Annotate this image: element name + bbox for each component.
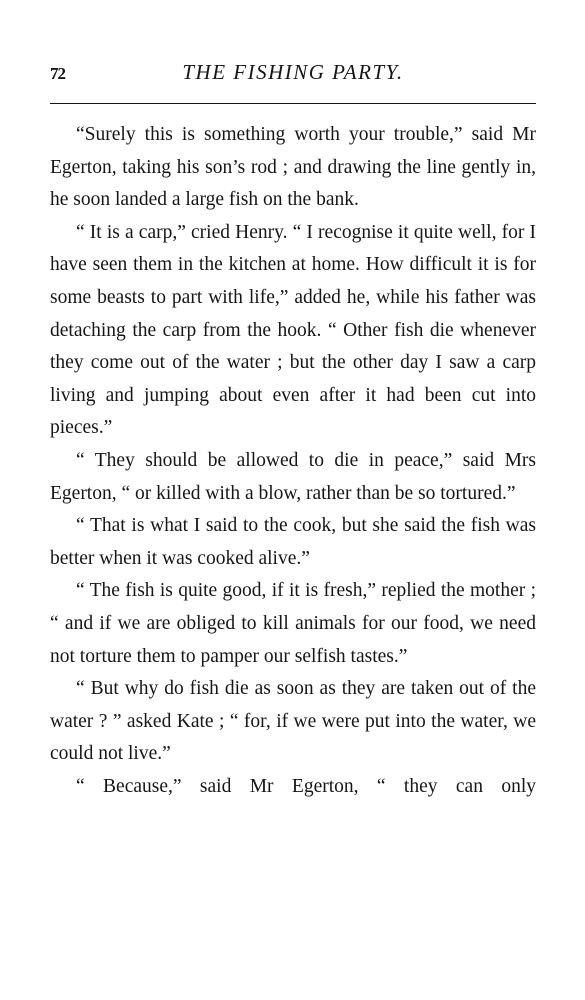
body-text: [50, 119, 536, 803]
paragraph: “ But why do fish die as soon as they are taken out of the water ? ” asked Kate ; “ for, if we were put into the water, we could not live.”: [50, 678, 536, 765]
paragraph: “ The fish is quite good, if it is fresh,” replied the mother ; “ and if we are obliged to kill animals for our food, we need not torture them to pamper our selfish tastes.”: [50, 580, 536, 667]
paragraph: “ They should be allowed to die in peace,” said Mrs Egerton, “ or killed with a blow, rather than be so tortured.”: [50, 449, 536, 504]
paragraph: “ That is what I said to the cook, but she said the fish was better when it was cooked alive.”: [50, 515, 536, 569]
paragraph: “ It is a carp,” cried Henry. “ I recognise it quite well, for I have seen them in the kitchen at home. How difficult it is for some beasts to part with life,” added he, while his father was detaching the carp from the hook. “ Other fish die whenever they come out of the water ; but the other day I saw a carp living and jumping about even after it had been cut into pieces.”: [50, 221, 536, 439]
paragraph: “ Because,” said Mr Egerton, “ they can only: [76, 775, 536, 797]
running-title: THE FISHING PARTY.: [182, 60, 404, 84]
page-number: 72: [50, 64, 65, 83]
paragraph: “Surely this is something worth your trouble,” said Mr Egerton, taking his son’s rod ; and drawing the line gently in, he soon landed a large fish on the bank.: [50, 124, 536, 211]
page-header: [50, 60, 536, 94]
header-rule: [50, 103, 536, 104]
